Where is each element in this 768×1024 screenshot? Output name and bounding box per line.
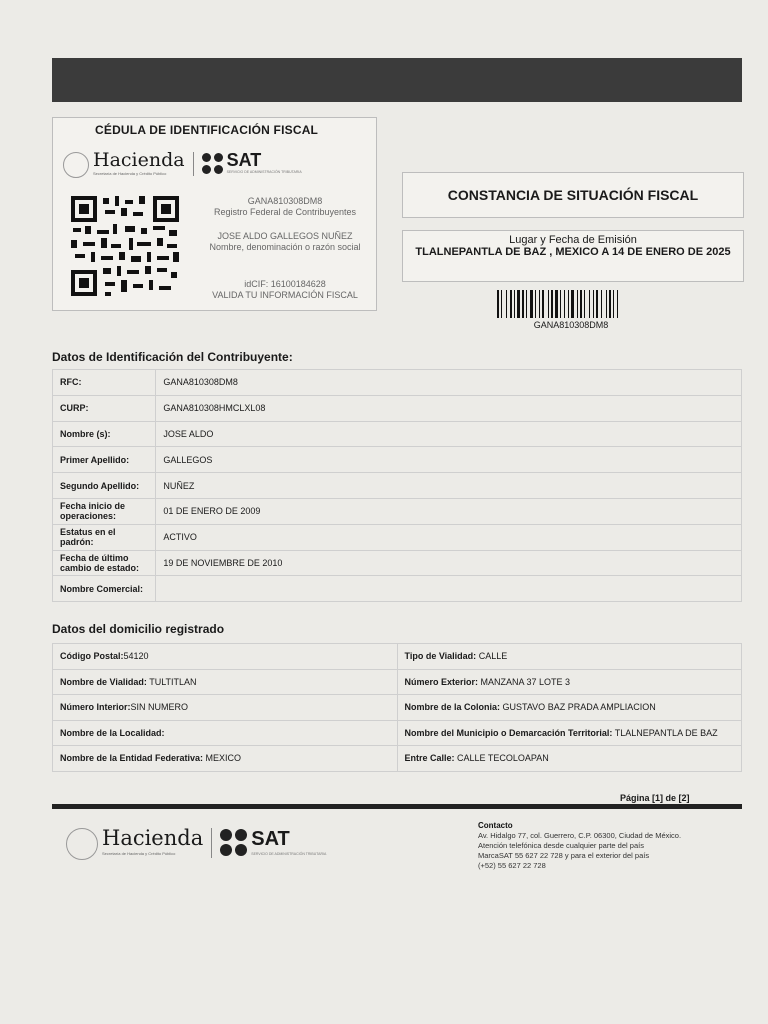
dom-cell-label: Nombre del Municipio o Demarcación Territorial: [404, 727, 613, 738]
domicilio-section-title: Datos del domicilio registrado [52, 622, 225, 636]
dom-cell-label: Tipo de Vialidad: [404, 651, 477, 662]
dom-cell-value: TULTITLAN [146, 676, 197, 687]
contacto-address: Av. Hidalgo 77, col. Guerrero, C.P. 06300, Ciudad de México. [478, 831, 682, 840]
mexico-seal-icon [63, 152, 89, 178]
footer-divider [52, 804, 742, 809]
footer-mexico-seal-icon [66, 828, 98, 860]
cedula-rfc-block [203, 196, 367, 218]
logo-separator [193, 152, 194, 176]
dom-cell [397, 720, 742, 746]
footer-sat-subtitle: SERVICIO DE ADMINISTRACIÓN TRIBUTARIA [251, 852, 327, 856]
dom-table-row [53, 669, 742, 695]
dom-table-row [53, 720, 742, 746]
dom-cell-label: Nombre de Vialidad: [60, 676, 147, 687]
footer-hacienda-text: Hacienda [102, 826, 204, 850]
top-header-bar [52, 58, 742, 102]
identificacion-section-title: Datos de Identificación del Contribuyente: [52, 350, 293, 364]
id-row-value [156, 576, 742, 602]
id-table-row [53, 498, 742, 524]
dom-cell-label: Nombre de la Entidad Federativa: [60, 753, 204, 764]
cedula-name-block [203, 231, 367, 253]
footer-sat-dots-icon [220, 829, 247, 856]
id-row-value: ACTIVO [156, 524, 742, 550]
barcode-text: GANA810308DM8 [533, 320, 609, 330]
constancia-title: CONSTANCIA DE SITUACIÓN FISCAL [447, 187, 699, 203]
constancia-title-box [402, 172, 744, 218]
cedula-validate-text: VALIDA TU INFORMACIÓN FISCAL [212, 290, 358, 300]
dom-cell-label: Nombre de la Localidad: [60, 727, 165, 738]
dom-cell-value: 54120 [123, 651, 149, 662]
dom-cell-value: TLALNEPANTLA DE BAZ [612, 727, 718, 738]
cedula-name-label: Nombre, denominación o razón social [209, 242, 361, 252]
id-row-label: Nombre (s): [53, 421, 156, 447]
id-row-label: CURP: [53, 395, 156, 421]
id-table-row [53, 395, 742, 421]
id-row-value: GANA810308DM8 [156, 370, 742, 396]
dom-table-row [53, 644, 742, 670]
dom-cell [53, 720, 398, 746]
sat-dots-icon [202, 153, 223, 174]
barcode-icon [497, 290, 645, 318]
dom-cell-value: CALLE TECOLOAPAN [454, 753, 549, 764]
lugar-fecha-box [402, 230, 744, 282]
contacto-phone-note: Atención telefónica desde cualquier parte del país [478, 841, 644, 850]
id-row-value: GANA810308HMCLXL08 [156, 395, 742, 421]
dom-cell-value: MANZANA 37 LOTE 3 [478, 676, 571, 687]
id-row-label: Nombre Comercial: [53, 576, 156, 602]
id-row-label: Estatus en el padrón: [53, 524, 156, 550]
sat-logo-subtitle: SERVICIO DE ADMINISTRACIÓN TRIBUTARIA [226, 170, 302, 174]
footer-logos [66, 826, 326, 860]
dom-cell-label: Código Postal: [60, 651, 124, 662]
lugar-fecha-value: TLALNEPANTLA DE BAZ , MEXICO A 14 DE ENERO DE 2025 [415, 246, 731, 258]
id-table-row [53, 473, 742, 499]
contacto-phone: (+52) 55 627 22 728 [478, 861, 546, 870]
dom-cell-value: SIN NUMERO [130, 702, 189, 713]
cedula-idcif-value: idCIF: 16100184628 [244, 279, 326, 289]
dom-cell-value: GUSTAVO BAZ PRADA AMPLIACION [500, 702, 656, 713]
dom-table-row [53, 746, 742, 772]
cedula-idcif-block [203, 279, 367, 301]
dom-cell [397, 669, 742, 695]
id-table-row [53, 421, 742, 447]
cedula-box [52, 117, 377, 311]
id-row-value: NUÑEZ [156, 473, 742, 499]
dom-cell [397, 695, 742, 721]
id-table-row [53, 576, 742, 602]
id-row-label: Primer Apellido: [53, 447, 156, 473]
footer-sat-text: SAT [251, 828, 290, 850]
dom-table-row [53, 695, 742, 721]
dom-cell [53, 695, 398, 721]
dom-cell-value: MEXICO [203, 753, 242, 764]
footer-logo-separator [211, 828, 212, 858]
lugar-fecha-label: Lugar y Fecha de Emisión [509, 234, 637, 246]
id-table-row [53, 447, 742, 473]
id-table-row [53, 524, 742, 550]
dom-cell [397, 746, 742, 772]
cedula-rfc-label: Registro Federal de Contribuyentes [213, 207, 357, 217]
dom-cell-label: Entre Calle: [404, 753, 455, 764]
id-row-value: 19 DE NOVIEMBRE DE 2010 [156, 550, 742, 576]
id-row-value: JOSE ALDO [156, 421, 742, 447]
id-row-label: Fecha de último cambio de estado: [53, 550, 156, 576]
id-table-row [53, 550, 742, 576]
qr-code-icon [69, 194, 181, 298]
hacienda-logo-text: Hacienda [93, 149, 185, 171]
dom-cell-label: Número Interior: [60, 702, 131, 713]
hacienda-logo-subtitle: Secretaría de Hacienda y Crédito Público [93, 171, 167, 176]
identificacion-table [52, 369, 742, 602]
id-row-value: 01 DE ENERO DE 2009 [156, 498, 742, 524]
dom-cell [53, 644, 398, 670]
id-row-value: GALLEGOS [156, 447, 742, 473]
dom-cell [53, 746, 398, 772]
id-row-label: RFC: [53, 370, 156, 396]
dom-cell [397, 644, 742, 670]
contacto-marcasat: MarcaSAT 55 627 22 728 y para el exterior del país [478, 851, 650, 860]
contacto-title: Contacto [478, 821, 513, 830]
footer-hacienda-subtitle: Secretaría de Hacienda y Crédito Público [102, 851, 176, 856]
domicilio-table [52, 643, 742, 772]
id-row-label: Segundo Apellido: [53, 473, 156, 499]
cedula-title: CÉDULA DE IDENTIFICACIÓN FISCAL [95, 123, 319, 137]
id-table-row [53, 370, 742, 396]
id-row-label: Fecha inicio de operaciones: [53, 498, 156, 524]
dom-cell-label: Número Exterior: [404, 676, 479, 687]
contacto-block [478, 821, 743, 871]
cedula-logos [63, 150, 302, 178]
cedula-name-value: JOSE ALDO GALLEGOS NUÑEZ [217, 231, 353, 241]
page-number: Página [1] de [2] [620, 793, 690, 803]
dom-cell [53, 669, 398, 695]
dom-cell-value: CALLE [476, 651, 508, 662]
sat-logo-text: SAT [226, 150, 262, 170]
cedula-rfc-value: GANA810308DM8 [247, 196, 323, 206]
dom-cell-label: Nombre de la Colonia: [404, 702, 501, 713]
